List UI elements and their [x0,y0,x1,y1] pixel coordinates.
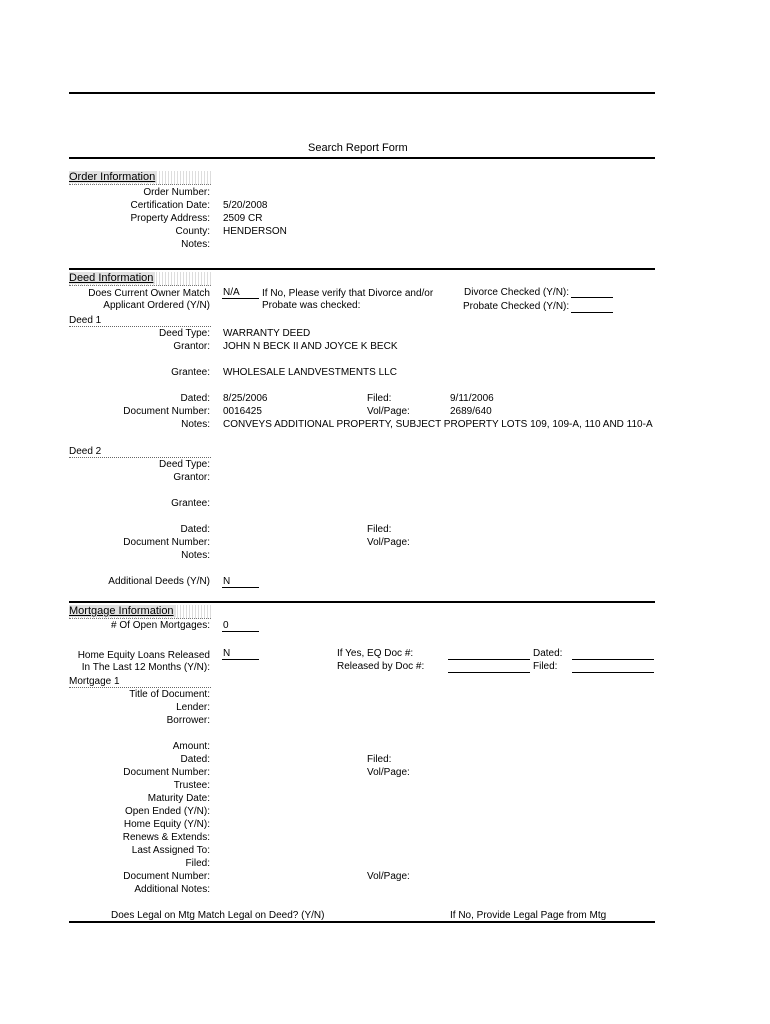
open-mortgages-label: # Of Open Mortgages: [111,620,210,631]
deed2-filed-label: Filed: [367,524,392,535]
released-label: Released by Doc #: [337,661,425,672]
mtg-additional-notes-label: Additional Notes: [134,884,210,895]
deed2-dated-label: Dated: [180,524,210,535]
open-mortgages-value: 0 [223,620,229,631]
mtg-volpage2-label: Vol/Page: [367,871,410,882]
mtg-amount-label: Amount: [172,741,210,752]
deed1-type-value: WARRANTY DEED [223,328,311,339]
mortgage-section-heading: Mortgage Information [69,605,211,619]
eq-dated-field[interactable] [572,659,654,660]
additional-deeds-line [222,587,259,588]
order-section-heading: Order Information [69,171,211,185]
mtg-doc-number2-label: Document Number: [123,871,210,882]
probate-label: Probate Checked (Y/N): [463,301,570,312]
mtg-maturity-label: Maturity Date: [147,793,210,804]
owner-match-value: N/A [223,287,240,298]
deed1-grantee-value: WHOLESALE LANDVESTMENTS LLC [223,367,397,378]
deed1-type-label: Deed Type: [159,328,210,339]
owner-match-label-2: Applicant Ordered (Y/N) [103,300,210,311]
deed2-volpage-label: Vol/Page: [367,537,410,548]
heloc-label-1: Home Equity Loans Released [77,650,210,661]
mtg-assigned-label: Last Assigned To: [131,845,210,856]
deed1-notes-value: CONVEYS ADDITIONAL PROPERTY, SUBJECT PROPERTY LOTS 109, 109-A, 110 AND 110-A [223,419,653,430]
verify-text-2: Probate was checked: [262,300,361,311]
deed1-heading: Deed 1 [69,315,211,327]
title-rule [69,157,655,159]
mtg-borrower-label: Borrower: [166,715,210,726]
deed1-dated-value: 8/25/2006 [223,393,268,404]
mtg-volpage-label: Vol/Page: [367,767,410,778]
deed2-heading: Deed 2 [69,446,211,458]
divorce-label: Divorce Checked (Y/N): [464,287,570,298]
eq-filed-label: Filed: [533,661,558,672]
verify-text-1: If No, Please verify that Divorce and/or [262,288,434,299]
deed1-grantor-label: Grantor: [173,341,210,352]
county-value: HENDERSON [223,226,287,237]
mtg-open-ended-label: Open Ended (Y/N): [124,806,210,817]
deed1-grantor-value: JOHN N BECK II AND JOYCE K BECK [223,341,398,352]
deed-section-rule [69,268,655,270]
heloc-label-2: In The Last 12 Months (Y/N): [81,662,210,673]
deed2-grantor-label: Grantor: [173,472,210,483]
divorce-field[interactable] [571,297,613,298]
deed1-grantee-label: Grantee: [171,367,210,378]
additional-deeds-value: N [223,576,231,587]
mtg-dated-label: Dated: [180,754,210,765]
deed-section-heading: Deed Information [69,272,211,286]
mtg-doc-number-label: Document Number: [123,767,210,778]
mtg-trustee-label: Trustee: [173,780,210,791]
owner-match-label-1: Does Current Owner Match [88,288,210,299]
legal-match-label: Does Legal on Mtg Match Legal on Deed? (Y/N) [111,910,325,921]
top-rule [69,92,655,94]
additional-deeds-label: Additional Deeds (Y/N) [108,576,210,587]
deed1-volpage-label: Vol/Page: [367,406,410,417]
deed2-type-label: Deed Type: [159,459,210,470]
cert-date-label: Certification Date: [130,200,210,211]
mtg-title-label: Title of Document: [129,689,210,700]
deed1-filed-label: Filed: [367,393,392,404]
eq-doc-field[interactable] [448,659,530,660]
deed1-dated-label: Dated: [180,393,210,404]
deed1-doc-number-value: 0016425 [223,406,262,417]
county-label: County: [175,226,210,237]
released-field[interactable] [448,672,530,673]
order-number-label: Order Number: [143,187,210,198]
deed1-doc-number-label: Document Number: [123,406,210,417]
deed2-grantee-label: Grantee: [171,498,210,509]
mortgage1-heading: Mortgage 1 [69,676,211,688]
deed1-filed-value: 9/11/2006 [450,393,494,404]
eq-dated-label: Dated: [533,648,563,659]
open-mortgages-line [222,631,259,632]
legal-page-label: If No, Provide Legal Page from Mtg [450,910,607,921]
mtg-filed2-label: Filed: [185,858,210,869]
heloc-line [222,659,259,660]
address-label: Property Address: [130,213,210,224]
deed2-doc-number-label: Document Number: [123,537,210,548]
deed1-notes-label: Notes: [181,419,210,430]
cert-date-value: 5/20/2008 [223,200,268,211]
probate-field[interactable] [571,312,613,313]
mortgage-section-rule [69,601,655,603]
mtg-home-equity-label: Home Equity (Y/N): [123,819,210,830]
mtg-renews-label: Renews & Extends: [122,832,210,843]
deed1-volpage-value: 2689/640 [450,406,492,417]
owner-match-line [222,298,259,299]
page-title: Search Report Form [308,142,408,154]
eq-doc-label: If Yes, EQ Doc #: [337,648,414,659]
bottom-rule [69,921,655,923]
eq-filed-field[interactable] [572,672,654,673]
address-value: 2509 CR [223,213,263,224]
heloc-value: N [223,648,231,659]
mtg-filed-label: Filed: [367,754,392,765]
order-notes-label: Notes: [181,239,210,250]
mtg-lender-label: Lender: [176,702,210,713]
deed2-notes-label: Notes: [181,550,210,561]
